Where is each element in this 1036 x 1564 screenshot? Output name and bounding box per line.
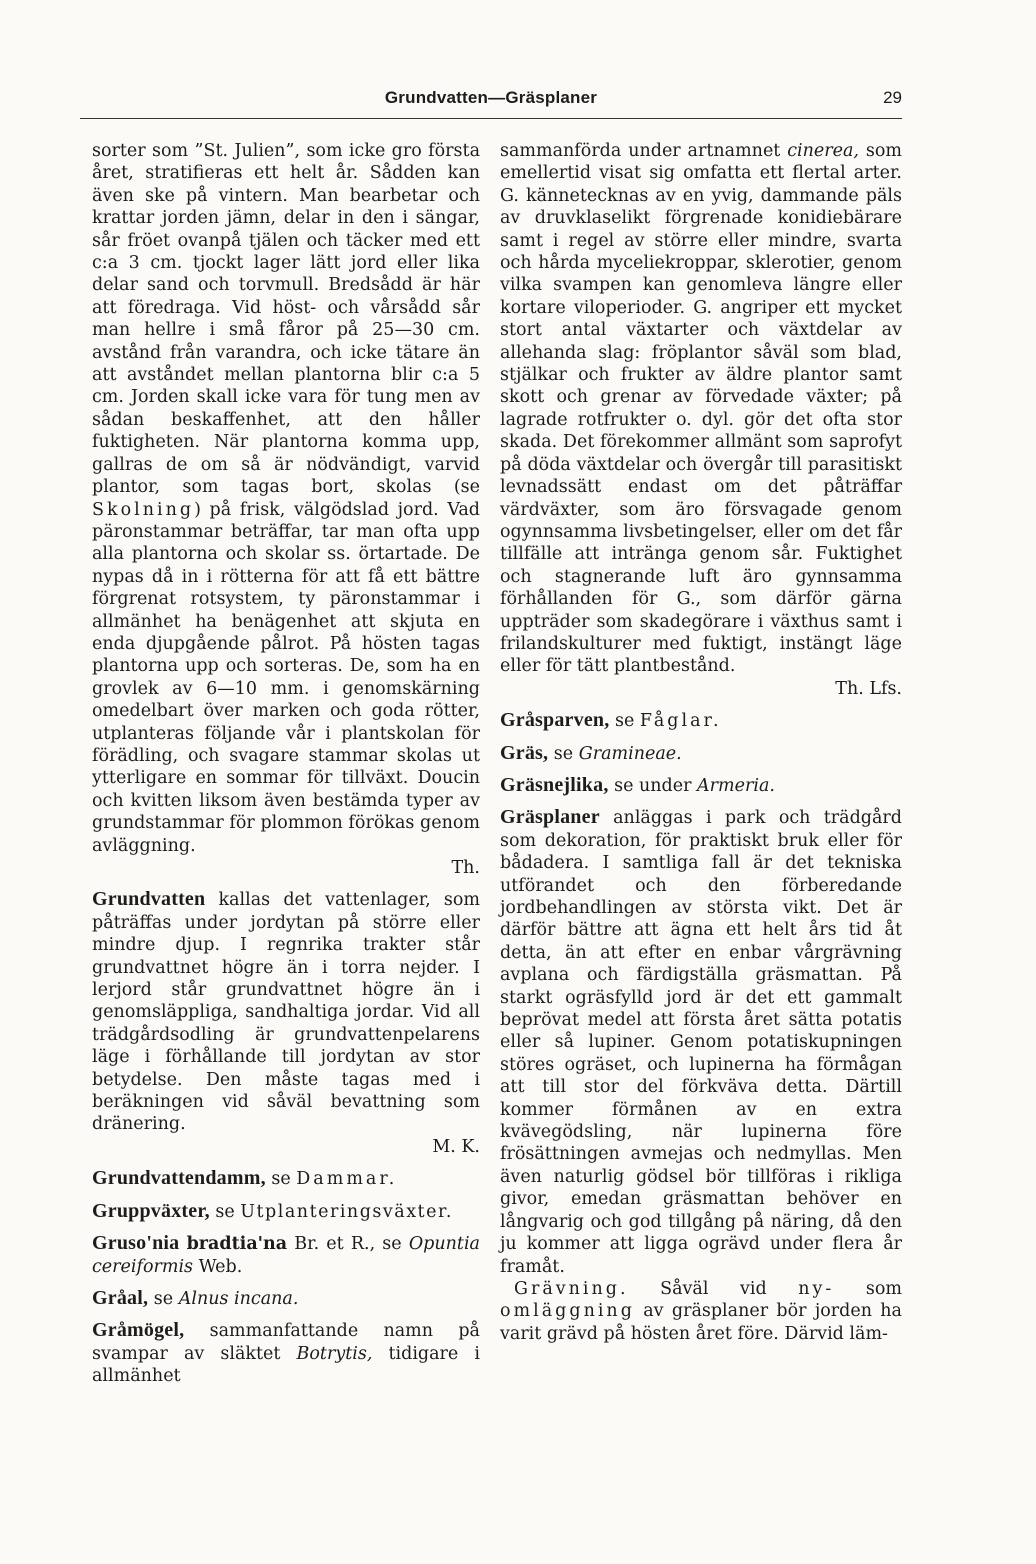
left-column bbox=[92, 140, 480, 1388]
page-number: 29 bbox=[883, 88, 902, 107]
entry-gras: Gräs, se Gramineae. bbox=[500, 741, 682, 764]
signature: M. K. bbox=[432, 1136, 480, 1157]
headword: Grundvattendamm, bbox=[92, 1167, 266, 1190]
cross-reference: Opuntia cereiformis bbox=[92, 1234, 480, 1277]
entry-grundvatten: Grundvatten kallas det vattenlager, som påträffas under jordytan på större eller mindre djup. I regnrika trakter står grundvattnet högre än i torra nejder. I lerjord står grundvattnet högre än i genomsläppliga, sandhaltiga jordar. Vid all trädgårdsodling är grundvattenpelarens läge i förhållande till jordytan av stor betydelse. Den måste tagas med i beräkningen vid såväl bevattning som dränering. bbox=[92, 888, 480, 1135]
headword: Gruppväxter, bbox=[92, 1199, 210, 1222]
cross-reference: Armeria. bbox=[697, 775, 775, 796]
headword: Gråsparven, bbox=[500, 709, 610, 732]
cross-reference: Fåglar. bbox=[639, 711, 722, 732]
running-head bbox=[80, 88, 902, 116]
headword: Gräsnejlika, bbox=[500, 773, 609, 796]
entry-grasparven: Gråsparven, se Fåglar. bbox=[500, 709, 722, 732]
header-rule bbox=[80, 118, 902, 119]
cross-reference: Skolning bbox=[92, 499, 195, 520]
signature: Th. bbox=[451, 858, 480, 878]
cross-reference: Gramineae. bbox=[578, 743, 682, 764]
continued-paragraph: sammanförda under artnamnet cinerea, som emellertid visat sig omfatta ett flertal arter. G. kännetecknas av en yvig, dammande päls av druvklaselikt förgrenade konidiebärare samt i regel av större eller mindre, svarta och hårda myceliekroppar, sklerotier, genom vilka svampen kan genomleva längre eller kortare viloperioder. G. angriper ett mycket stort antal växtarter och växtdelar av allehanda slag: fröplantor såväl som blad, stjälkar och frukter av äldre plantor samt skott och grenar av förvedade växter; på lagrade rotfrukter o. dyl. gör det ofta stor skada. Det förekommer allmänt som saprofyt på döda växtdelar och övergår till parasitiskt levnadssätt endast om det påträffar värdväxter, som äro försvagade genom ogynnsamma livsbetingelser, eller om det får tillfälle att intränga genom sår. Fuktighet och stagnerande luft äro gynnsamma förhållanden för G., som därför gärna uppträder som skadegörare i växthus samt i frilandskulturer med fuktigt, instängt läge eller för tätt plantbestånd. bbox=[500, 141, 902, 677]
headword: Gruso'nia bbox=[92, 1232, 180, 1255]
entry-grasnejlika: Gräsnejlika, se under Armeria. bbox=[500, 773, 775, 796]
headword: Gråmögel, bbox=[92, 1319, 185, 1342]
subsection-gravning: Grävning. Såväl vid ny- som omläggning av gräsplaner bör jorden ha varit grävd på hösten året före. Därvid läm- bbox=[500, 1278, 902, 1344]
headword: Gräs, bbox=[500, 741, 549, 764]
page-title: Grundvatten—Gräsplaner bbox=[384, 88, 598, 107]
entry-graal: Gråal, se Alnus incana. bbox=[92, 1286, 299, 1309]
entry-gruppvaxter: Gruppväxter, se Utplanteringsväxter. bbox=[92, 1199, 453, 1222]
species-name: bradtia'na bbox=[186, 1234, 288, 1255]
cross-reference: Dammar. bbox=[296, 1169, 398, 1190]
headword: Gråal, bbox=[92, 1286, 149, 1309]
headword: Grundvatten bbox=[92, 888, 206, 911]
entry-grasplaner: Gräsplaner anläggas i park och trädgård som dekoration, för praktiskt bruk eller för bådadera. I samtliga fall är det tekniska utförandet och den förberedande jordbehandlingen av största vikt. Det är därför bättre att ägna ett helt års tid åt detta, än att efter en enbar vårgrävning avplana och färdigställa gräsmattan. På starkt ogräsfylld jord är det ett gammalt beprövat medel att första året sätta potatis eller så lupiner. Genom potatiskupningen störes ogräset, och lupinerna ha förmågan att till stor del förkväva detta. Därtill kommer förmånen av en extra kvävegödsling, när lupinerna före frösättningen avmejas och nedmyllas. Men även naturlig gödsel bör tillföras i rikliga givor, emedan gräsmattan behöver en långvarig och god tillgång på näring, då den ju kommer att ligga ogrävd under flera år framåt. bbox=[500, 806, 902, 1277]
entry-grundvattendamm: Grundvattendamm, se Dammar. bbox=[92, 1167, 398, 1190]
entry-gramogel: Gråmögel, sammanfattande namn på svampar av släktet Botrytis, tidigare i allmänhet bbox=[92, 1319, 480, 1387]
cross-reference: Utplanteringsväxter. bbox=[240, 1201, 453, 1222]
cross-reference: Alnus incana. bbox=[178, 1288, 299, 1309]
subheading: Grävning. bbox=[514, 1278, 629, 1299]
right-column bbox=[500, 140, 902, 1345]
signature: Th. Lfs. bbox=[835, 678, 902, 699]
headword: Gräsplaner bbox=[500, 806, 600, 829]
continued-paragraph: sorter som ”St. Julien”, som icke gro första året, stratifieras ett helt år. Sådden kan även ske på vintern. Man bearbetar och krattar jorden jämn, delar in den i sängar, sår fröet ovanpå tjälen och täcker med ett c:a 3 cm. tjockt lager lätt jord eller lika delar sand och torvmull. Bredsådd är här att föredraga. Vid höst- och vårsådd sår man hellre i små fåror på 25—30 cm. avstånd från varandra, och icke tätare än att avståndet mellan plantorna blir c:a 5 cm. Jorden skall icke vara för tung men av sådan beskaffenhet, att den håller fuktigheten. När plantorna komma upp, gallras de om så är nödvändigt, varvid plantor, som tagas bort, skolas (se Skolning) på frisk, välgödslad jord. Vad päronstammar beträffar, tar man ofta upp alla plantorna och skolar ss. örtartade. De nypas då in i rötterna för att få ett bättre förgrenat rotsystem, ty päronstammar i allmänhet ha benägenhet att skjuta en enda djupgående pålrot. På hösten tagas plantorna upp och sorteras. De, som ha en grovlek av 6—10 mm. i genomskärning omedelbart över marken och goda rötter, utplanteras följande vår i plantskolan för förädling, och svagare stammar skolas ut ytterligare en sommar för tillväxt. Doucin och kvitten liksom även bestämda typer av grundstammar för plommon förökas genom avläggning. bbox=[92, 141, 480, 856]
entry-grusonia: Gruso'nia bradtia'na Br. et R., se Opuntia cereiformis Web. bbox=[92, 1232, 480, 1277]
